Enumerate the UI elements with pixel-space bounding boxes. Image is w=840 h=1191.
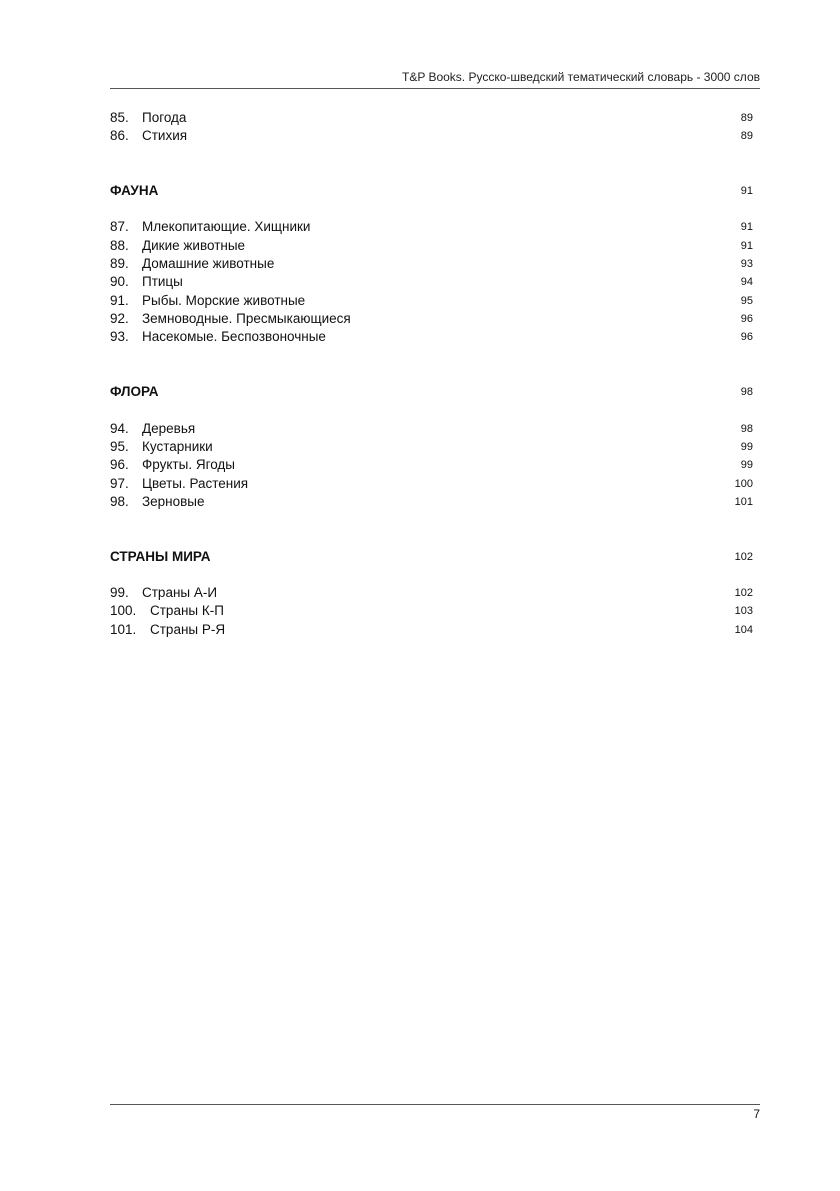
entry-page: 101	[734, 496, 753, 508]
entry-number: 94.	[110, 421, 129, 436]
entry-title: Кустарники	[142, 439, 213, 454]
entry-number: 100.	[110, 603, 137, 618]
entry-title: Погода	[142, 110, 187, 125]
entry-number: 89.	[110, 256, 129, 271]
footer-rule	[110, 1104, 760, 1105]
toc-entry	[110, 621, 753, 639]
entry-page: 99	[740, 459, 753, 471]
header-rule	[110, 88, 760, 89]
entry-page: 104	[734, 624, 753, 636]
toc-entry	[110, 456, 753, 474]
entry-title: Страны Р-Я	[150, 622, 226, 637]
toc-entry	[110, 584, 753, 602]
entry-page: 89	[740, 112, 753, 124]
entry-page: 93	[740, 258, 753, 270]
toc-entry	[110, 310, 753, 328]
running-header: T&P Books. Русско-шведский тематический словарь - 3000 слов	[401, 70, 760, 84]
page-number: 7	[753, 1107, 760, 1121]
entry-number: 95.	[110, 439, 129, 454]
section-page: 98	[740, 386, 753, 398]
section-page: 102	[734, 551, 753, 563]
entry-number: 87.	[110, 219, 129, 234]
entry-page: 102	[734, 587, 753, 599]
entry-title: Птицы	[142, 274, 183, 289]
toc-entry	[110, 420, 753, 438]
toc-entry	[110, 127, 753, 145]
entry-page: 89	[740, 130, 753, 142]
entry-page: 95	[740, 295, 753, 307]
toc-entry	[110, 109, 753, 127]
entry-title: Насекомые. Беспозвоночные	[142, 329, 326, 344]
section-heading-fauna	[110, 182, 753, 200]
entry-title: Страны А-И	[142, 585, 218, 600]
toc-entry	[110, 328, 753, 346]
entry-page: 91	[740, 240, 753, 252]
entry-page: 91	[740, 221, 753, 233]
entry-number: 90.	[110, 274, 129, 289]
toc-entry	[110, 438, 753, 456]
entry-title: Млекопитающие. Хищники	[142, 219, 311, 234]
toc-entry	[110, 255, 753, 273]
entry-page: 99	[740, 441, 753, 453]
section-heading-flora	[110, 383, 753, 401]
entry-title: Стихия	[142, 128, 188, 143]
entry-page: 94	[740, 276, 753, 288]
entry-number: 92.	[110, 311, 129, 326]
entry-number: 99.	[110, 585, 129, 600]
entry-page: 103	[734, 605, 753, 617]
entry-title: Цветы. Растения	[142, 476, 249, 491]
entry-number: 97.	[110, 476, 129, 491]
section-title: СТРАНЫ МИРА	[110, 549, 211, 564]
entry-number: 93.	[110, 329, 129, 344]
toc-entry	[110, 218, 753, 236]
entry-title: Земноводные. Пресмыкающиеся	[142, 311, 351, 326]
section-title: ФЛОРА	[110, 384, 159, 399]
entry-number: 101.	[110, 622, 137, 637]
entry-number: 85.	[110, 110, 129, 125]
section-page: 91	[740, 185, 753, 197]
section-title: ФАУНА	[110, 183, 159, 198]
entry-title: Деревья	[142, 421, 196, 436]
entry-page: 100	[734, 478, 753, 490]
entry-title: Фрукты. Ягоды	[142, 457, 235, 472]
entry-number: 91.	[110, 293, 129, 308]
toc-entry	[110, 273, 753, 291]
toc-entry	[110, 493, 753, 511]
entry-title: Рыбы. Морские животные	[142, 293, 306, 308]
toc-entry	[110, 602, 753, 620]
toc-entry	[110, 475, 753, 493]
entry-title: Страны К-П	[150, 603, 224, 618]
section-heading-countries	[110, 548, 753, 566]
entry-title: Дикие животные	[142, 238, 246, 253]
entry-number: 96.	[110, 457, 129, 472]
entry-page: 96	[740, 331, 753, 343]
entry-title: Зерновые	[142, 494, 205, 509]
toc-entry	[110, 237, 753, 255]
toc-entry	[110, 292, 753, 310]
entry-page: 98	[740, 423, 753, 435]
entry-number: 98.	[110, 494, 129, 509]
entry-title: Домашние животные	[142, 256, 275, 271]
entry-number: 86.	[110, 128, 129, 143]
entry-page: 96	[740, 313, 753, 325]
entry-number: 88.	[110, 238, 129, 253]
